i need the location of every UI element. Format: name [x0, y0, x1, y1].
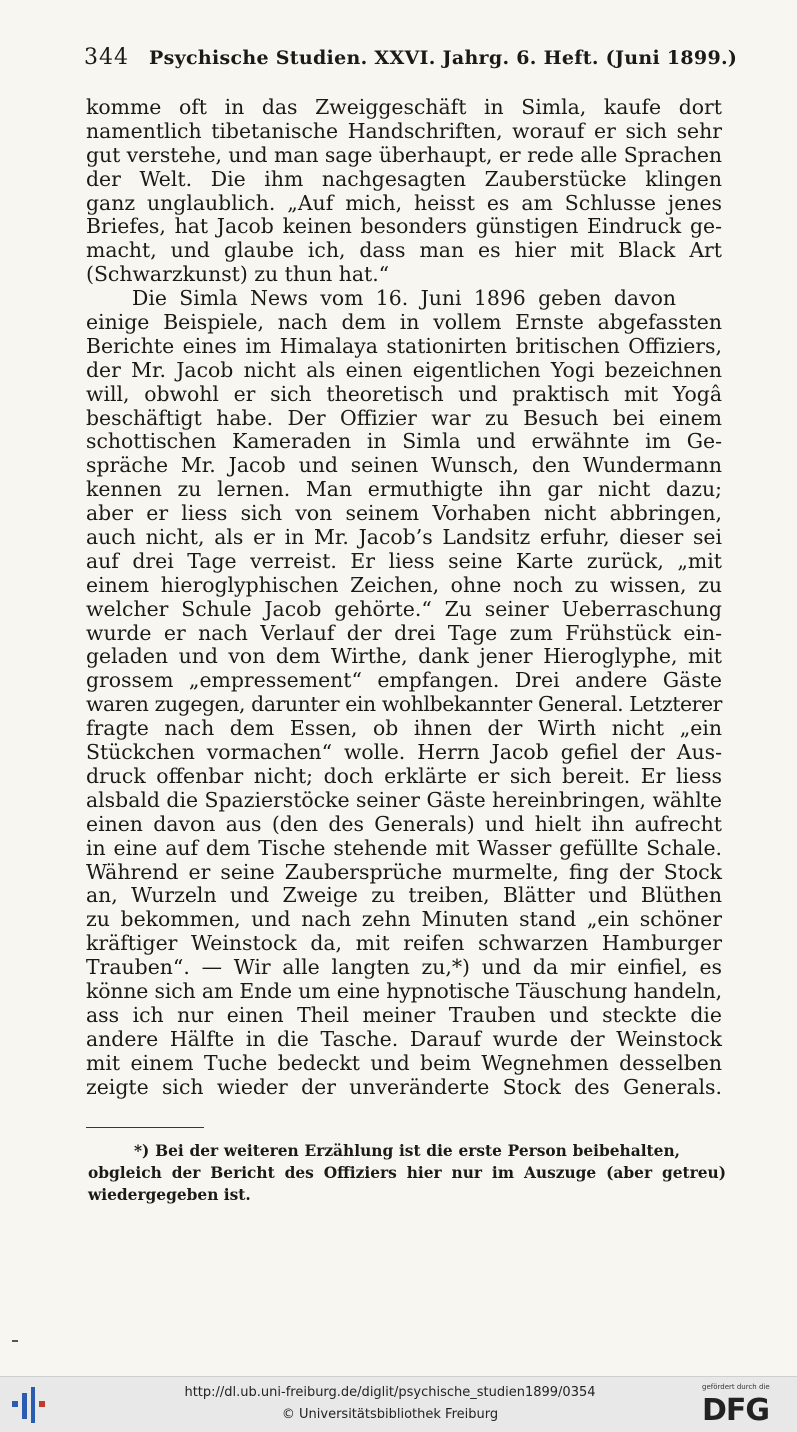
dfg-logo[interactable] [700, 1383, 790, 1427]
journal-title: Psychische Studien. XXVI. Jahrg. 6. Heft. (Juni 1899.) [149, 47, 738, 69]
text-line: waren zugegen, darunter ein wohlbekannter General. Letzterer [86, 692, 722, 717]
dfg-funding-label: gefördert durch die [702, 1383, 770, 1391]
footnote-line: *) Bei der weiteren Erzählung ist die erste Person beibehalten, [134, 1142, 680, 1160]
ub-freiburg-logo-icon[interactable] [8, 1385, 52, 1425]
text-line: spräche Mr. Jacob und seinen Wunsch, den Wundermann [86, 453, 722, 478]
text-line: wurde er nach Verlauf der drei Tage zum Frühstück ein- [86, 620, 722, 645]
text-line: der Mr. Jacob nicht als einen eigentlichen Yogi bezeichnen [86, 357, 722, 382]
text-line: auf drei Tage verreist. Er liess seine Karte zurück, „mit [86, 548, 722, 573]
copyright-text: © Universitätsbibliothek Freiburg [281, 1407, 499, 1422]
text-line: kennen zu lernen. Man ermuthigte ihn gar nicht dazu; [86, 477, 722, 502]
text-line: grossem „empressement“ empfangen. Drei andere Gäste [86, 668, 722, 693]
text-line: schottischen Kameraden in Simla und erwähnte im Ge- [86, 429, 722, 454]
text-line: einen davon aus (den des Generals) und hielt ihn aufrecht [86, 811, 722, 836]
running-header [84, 45, 738, 70]
footnote-divider [86, 1127, 204, 1128]
source-url-link[interactable]: http://dl.ub.uni-freiburg.de/diglit/psychische_studien1899/0354 [184, 1385, 596, 1400]
text-line: welcher Schule Jacob gehörte.“ Zu seiner Ueberraschung [86, 596, 722, 621]
text-line: mit einem Tuche bedeckt und beim Wegnehmen desselben [86, 1050, 722, 1075]
text-line: Während er seine Zaubersprüche murmelte, fing der Stock [86, 859, 722, 884]
text-line: kräftiger Weinstock da, mit reifen schwarzen Hamburger [86, 931, 722, 956]
dfg-logo-text: DFG [702, 1393, 770, 1428]
footnote-line: wiedergegeben ist. [88, 1186, 251, 1204]
text-line: einige Beispiele, nach dem in vollem Ernste abgefassten [86, 310, 722, 335]
viewer-footer [0, 1376, 797, 1432]
text-line: einem hieroglyphischen Zeichen, ohne noch zu wissen, zu [86, 572, 722, 597]
text-line: Berichte eines im Himalaya stationirten britischen Offiziers, [86, 333, 722, 358]
text-line: beschäftigt habe. Der Offizier war zu Besuch bei einem [86, 405, 722, 430]
text-line: aber er liess sich von seinem Vorhaben nicht abbringen, [86, 501, 722, 526]
text-line: druck offenbar nicht; doch erklärte er sich bereit. Er liess [86, 763, 722, 788]
footnote [88, 1140, 728, 1206]
page-number: 344 [84, 45, 129, 70]
footnote-line: obgleich der Bericht des Offiziers hier nur im Auszuge (aber getreu) [88, 1164, 726, 1182]
text-line: Briefes, hat Jacob keinen besonders günstigen Eindruck ge- [86, 214, 722, 239]
text-line: komme oft in das Zweiggeschäft in Simla, kaufe dort [86, 95, 722, 119]
text-line: Die Simla News vom 16. Juni 1896 geben davon [132, 286, 676, 311]
text-line: der Welt. Die ihm nachgesagten Zauberstücke klingen [86, 166, 722, 191]
text-line: alsbald die Spazierstöcke seiner Gäste hereinbringen, wählte [86, 787, 722, 812]
text-line: gut verstehe, und man sage überhaupt, er rede alle Sprachen [86, 142, 722, 167]
text-line: an, Wurzeln und Zweige zu treiben, Blätter und Blüthen [86, 883, 722, 908]
text-line: macht, und glaube ich, dass man es hier mit Black Art [86, 238, 722, 263]
text-line: Trauben“. — Wir alle langten zu,*) und da mir einfiel, es [86, 955, 722, 980]
text-line: in eine auf dem Tische stehende mit Wasser gefüllte Schale. [86, 835, 722, 860]
text-line: auch nicht, als er in Mr. Jacob’s Landsitz erfuhr, dieser sei [86, 525, 722, 550]
text-line: andere Hälfte in die Tasche. Darauf wurde der Weinstock [86, 1026, 722, 1051]
text-line: geladen und von dem Wirthe, dank jener Hieroglyphe, mit [86, 644, 722, 669]
text-line: ass ich nur einen Theil meiner Trauben und steckte die [86, 1002, 722, 1027]
text-line: Stückchen vormachen“ wolle. Herrn Jacob gefiel der Aus- [86, 740, 722, 765]
scan-mark [12, 1340, 18, 1342]
text-line: fragte nach dem Essen, ob ihnen der Wirth nicht „ein [86, 716, 722, 741]
text-line: (Schwarzkunst) zu thun hat.“ [86, 262, 390, 287]
text-line: ganz unglaublich. „Auf mich, heisst es am Schlusse jenes [86, 190, 722, 215]
main-text [86, 96, 722, 1099]
text-line: könne sich am Ende um eine hypnotische Täuschung handeln, [86, 978, 722, 1003]
text-line: will, obwohl er sich theoretisch und praktisch mit Yogâ [86, 381, 722, 406]
text-line: zeigte sich wieder der unveränderte Stock des Generals. [86, 1074, 722, 1099]
text-line: namentlich tibetanische Handschriften, worauf er sich sehr [86, 118, 722, 143]
text-line: zu bekommen, und nach zehn Minuten stand „ein schöner [86, 907, 722, 932]
